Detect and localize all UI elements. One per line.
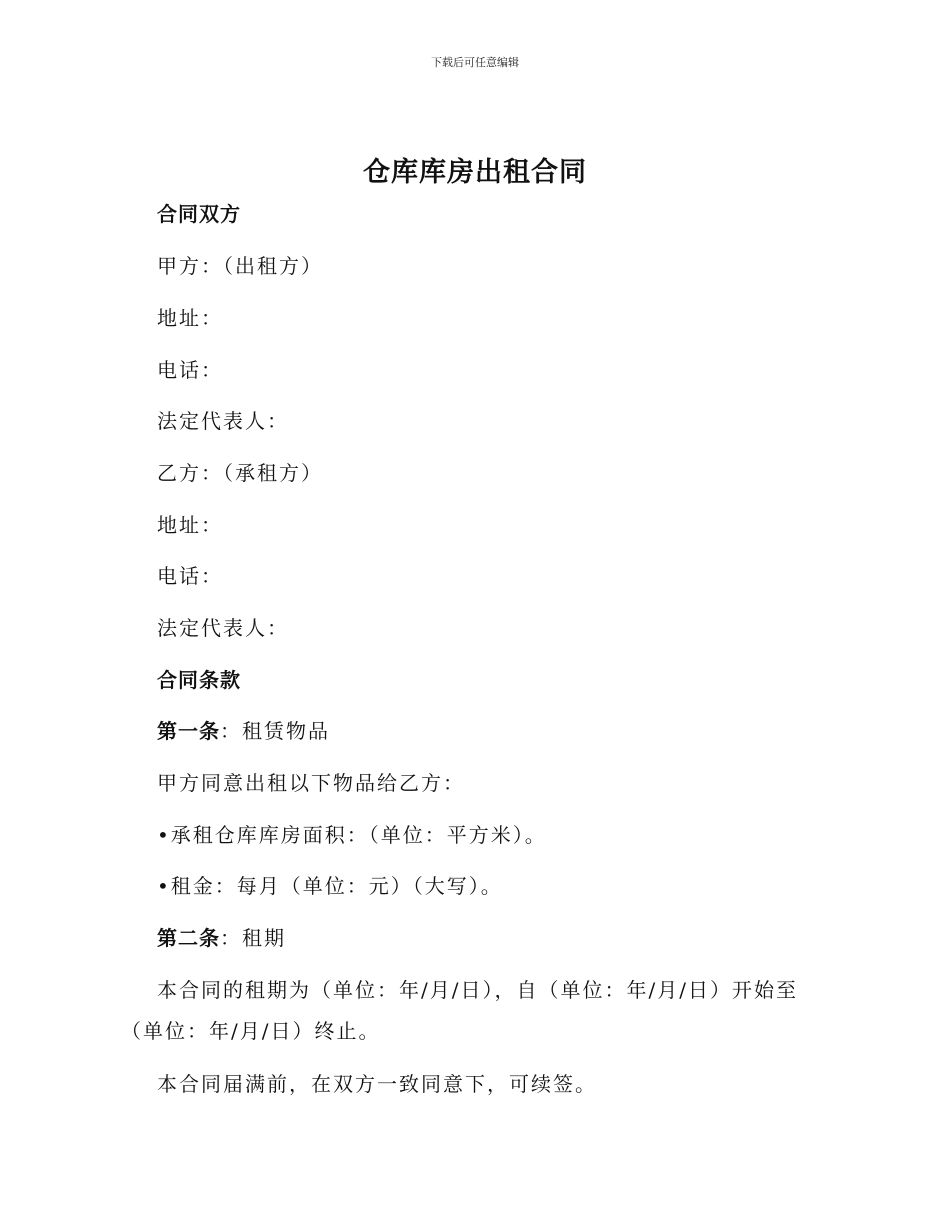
article-1-heading [157,715,330,744]
section-heading-terms: 合同条款 [157,668,241,692]
article-2-renewal: 本合同届满前，在双方一致同意下，可续签。 [157,1072,597,1096]
article-2-heading [157,922,286,951]
party-a-phone: 电话： [157,358,223,382]
article-2-term-line-2: （单位：年/月/日）终止。 [121,1019,381,1043]
party-a-line: 甲方：（出租方） [157,254,323,278]
article-1-title: ：租赁物品 [220,719,330,743]
party-b-phone: 电话： [157,564,223,588]
party-a-address: 地址： [157,306,223,330]
party-a-representative: 法定代表人： [157,409,289,433]
article-1-bullet-rent: •租金：每月（单位：元）（大写）。 [157,874,503,898]
party-b-address: 地址： [157,513,223,537]
article-1-intro: 甲方同意出租以下物品给乙方： [157,771,465,795]
article-2-title: ：租期 [220,926,286,950]
page-header-note: 下载后可任意编辑 [431,56,519,69]
document-title: 仓库库房出租合同 [363,157,587,188]
party-b-representative: 法定代表人： [157,616,289,640]
section-heading-parties: 合同双方 [157,202,241,226]
article-1-label: 第一条 [157,719,220,743]
article-2-term-line-1: 本合同的租期为（单位：年/月/日），自（单位：年/月/日）开始至 [157,978,798,1002]
article-1-bullet-area: •承租仓库库房面积：（单位：平方米）。 [157,823,547,847]
article-2-label: 第二条 [157,926,220,950]
party-b-line: 乙方：（承租方） [157,461,323,485]
